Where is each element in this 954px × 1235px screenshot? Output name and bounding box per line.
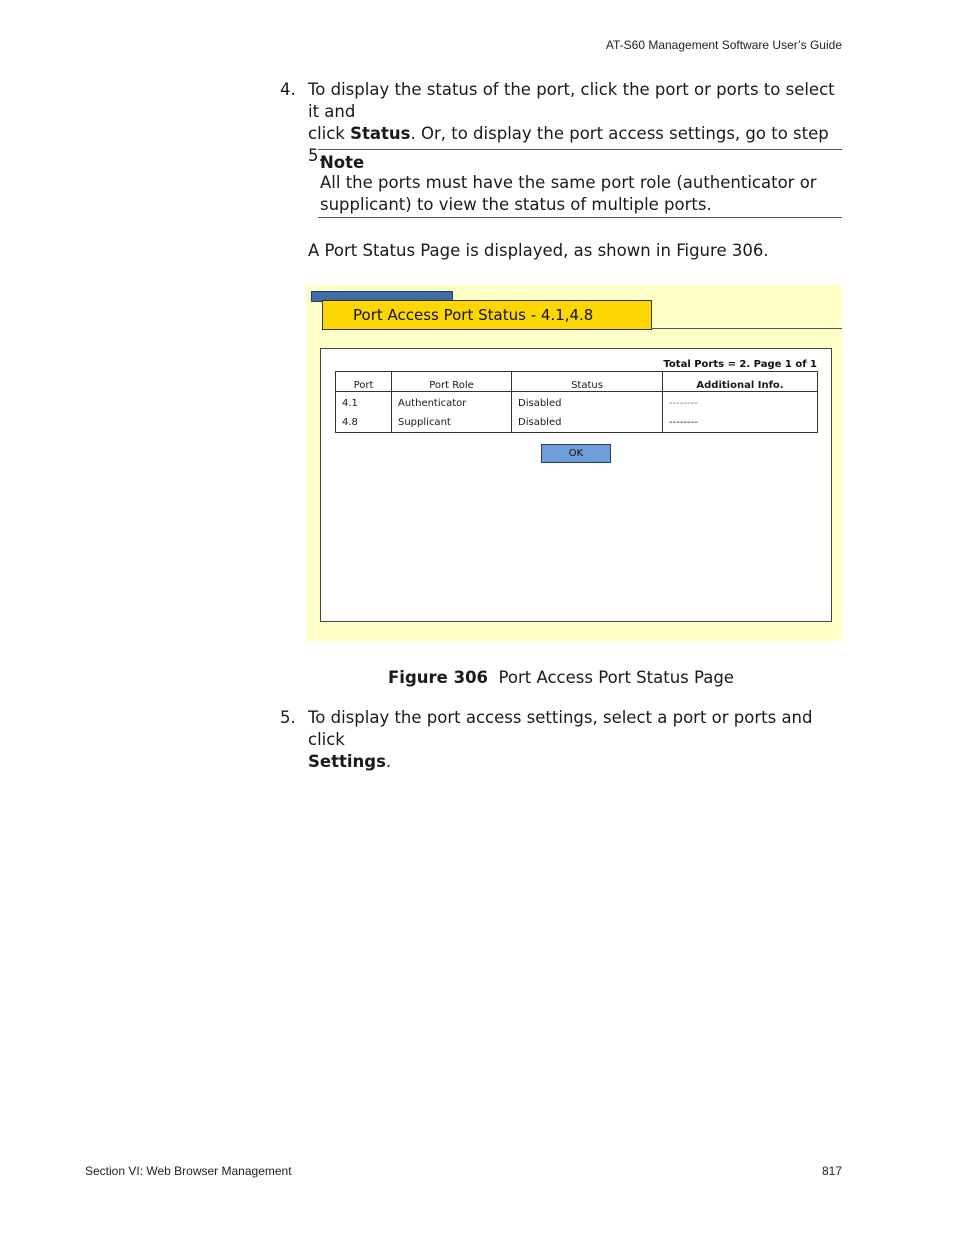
- column-header-status: Status: [512, 372, 663, 392]
- cell-port: 4.8: [336, 413, 392, 433]
- cell-port: 4.1: [336, 392, 392, 414]
- cell-port-role: Authenticator: [392, 392, 512, 414]
- status-panel: [320, 348, 832, 622]
- column-header-port: Port: [336, 372, 392, 392]
- step-5-line2-post: .: [385, 752, 392, 771]
- note-line2: supplicant) to view the status of multiple ports.: [320, 195, 712, 214]
- figure-caption: [0, 668, 954, 687]
- table-row[interactable]: [336, 413, 818, 433]
- caption-label: Figure 306: [388, 668, 489, 687]
- cell-status: Disabled: [512, 392, 663, 414]
- step-5-line2: [308, 751, 848, 773]
- caption-text: Port Access Port Status Page: [498, 668, 734, 687]
- title-rule: [651, 328, 842, 329]
- step-number: 4.: [280, 80, 296, 99]
- step-number: 5.: [280, 708, 296, 727]
- cell-port-role: Supplicant: [392, 413, 512, 433]
- step-4-line2-pre: click: [308, 124, 351, 143]
- settings-keyword: Settings: [308, 752, 386, 771]
- note-box: [318, 149, 842, 218]
- page-number: 817: [821, 1164, 842, 1178]
- intro-text: A Port Status Page is displayed, as shown in Figure 306.: [308, 241, 769, 260]
- running-header: AT-S60 Management Software User’s Guide: [605, 38, 842, 52]
- total-ports-label: Total Ports = 2. Page 1 of 1: [663, 359, 817, 370]
- step-5-text: [308, 707, 848, 773]
- note-body: [320, 172, 830, 216]
- step-4-line1: To display the status of the port, click the port or ports to select it and: [308, 80, 835, 121]
- port-status-table: [335, 371, 818, 433]
- cell-additional-info: --------: [663, 392, 818, 414]
- page-title: Port Access Port Status - 4.1,4.8: [322, 300, 652, 330]
- step-5-line1: To display the port access settings, select a port or ports and click: [308, 708, 813, 749]
- table-header-row: [336, 372, 818, 392]
- column-header-port-role: Port Role: [392, 372, 512, 392]
- table-row[interactable]: [336, 392, 818, 414]
- cell-status: Disabled: [512, 413, 663, 433]
- step-4-line2-post: . Or, to display the port access settings, go to step 5.: [308, 124, 829, 165]
- note-title: Note: [320, 153, 365, 172]
- status-keyword: Status: [350, 124, 411, 143]
- cell-additional-info: --------: [663, 413, 818, 433]
- column-header-additional-info: Additional Info.: [663, 372, 818, 392]
- ok-button[interactable]: OK: [541, 444, 611, 463]
- port-status-figure: [306, 285, 842, 641]
- note-line1: All the ports must have the same port role (authenticator or: [320, 173, 817, 192]
- footer-section: Section VI: Web Browser Management: [85, 1164, 292, 1178]
